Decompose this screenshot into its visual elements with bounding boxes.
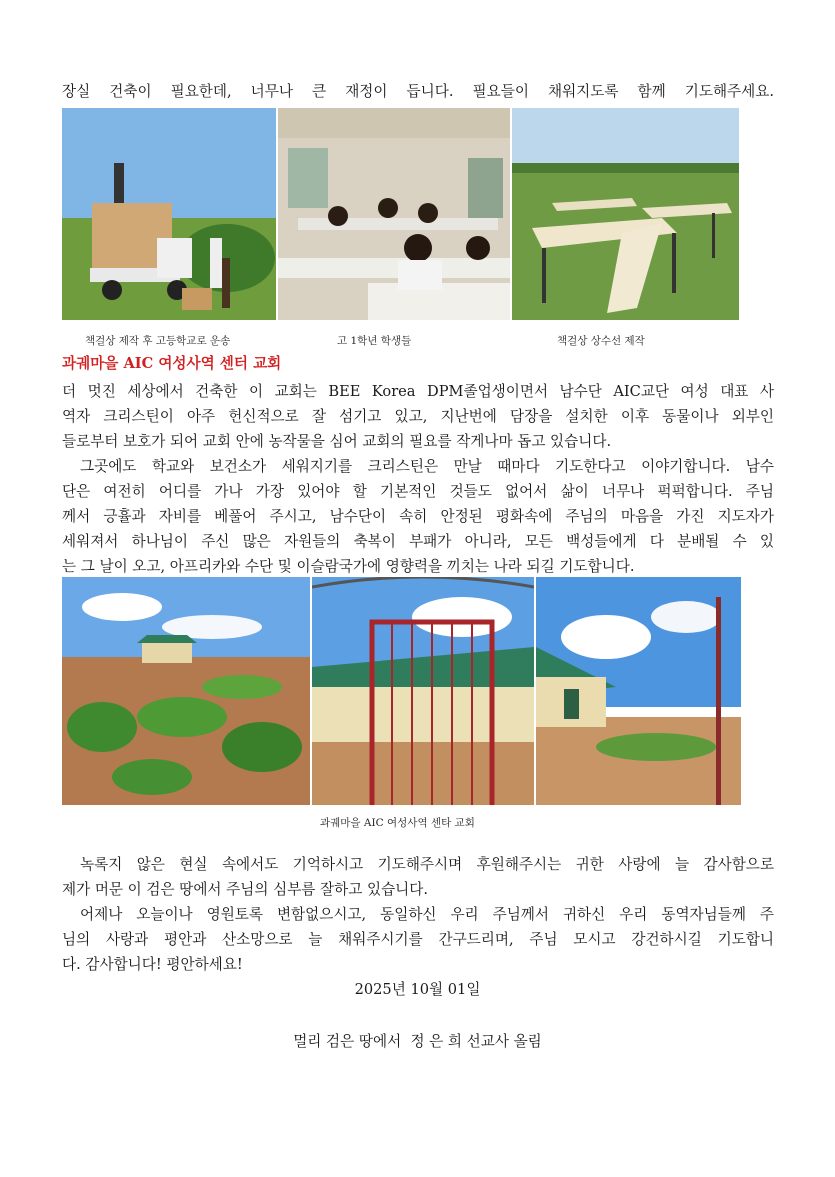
photo-truck-transport <box>62 108 276 320</box>
photo-church-garden <box>62 577 310 805</box>
photo-classroom-students <box>278 108 510 320</box>
photo-caption: 책걸상 제작 후 고등학교로 운송 <box>85 335 231 347</box>
paragraph-line: 님의 사랑과 평안과 산소망으로 늘 채워주시기를 간구드리며, 주님 모시고 강건하시길 기도합니 <box>62 931 774 948</box>
paragraph-line: 더 멋진 세상에서 건축한 이 교회는 BEE Korea DPM졸업생이면서 남수단 AIC교단 여성 대표 사 <box>62 383 774 400</box>
intro-line: 장실 건축이 필요한데, 너무나 큰 재정이 듭니다. 필요들이 채워지도록 함께 기도해주세요. <box>62 83 774 100</box>
photo-caption: 과궤마을 AIC 여성사역 센타 교회 <box>320 817 475 829</box>
photo-caption: 책걸상 상수선 제작 <box>557 335 645 347</box>
section-title: 과궤마을 AIC 여성사역 센터 교회 <box>62 355 282 372</box>
photo-desks-outdoor <box>512 108 739 320</box>
paragraph-line: 제가 머문 이 검은 땅에서 주님의 심부름 잘하고 있습니다. <box>62 881 428 898</box>
paragraph-line: 세워져서 하나님이 주신 많은 자원들의 축복이 부패가 아니라, 모든 백성들에게 다 분배될 수 있 <box>62 533 774 550</box>
photo-caption: 고 1학년 학생들 <box>337 335 412 347</box>
photo-church-building <box>536 577 741 805</box>
paragraph-line: 역자 크리스틴이 아주 헌신적으로 잘 섬기고 있고, 지난번에 담장을 설치한 이후 동물이나 외부인 <box>62 408 774 425</box>
paragraph-line: 단은 여전히 어디를 가나 가장 있어야 할 기본적인 것들도 없어서 삶이 너무나 퍽퍽합니다. 주님 <box>62 483 774 500</box>
paragraph-line: 께서 긍휼과 자비를 베풀어 주시고, 남수단이 속히 안정된 평화속에 주님의 마음을 가진 지도자가 <box>62 508 774 525</box>
letter-signature: 멀리 검은 땅에서 정 은 희 선교사 올림 <box>293 1033 542 1050</box>
paragraph-line: 녹록지 않은 현실 속에서도 기억하시고 기도해주시며 후원해주시는 귀한 사랑에 늘 감사함으로 <box>80 856 774 873</box>
paragraph-line: 는 그 날이 오고, 아프리카와 수단 및 이슬람국가에 영향력을 끼치는 나라 되길 기도합니다. <box>62 558 635 575</box>
photo-church-gate <box>312 577 534 805</box>
letter-date: 2025년 10월 01일 <box>354 981 481 998</box>
paragraph-line: 그곳에도 학교와 보건소가 세워지기를 크리스틴은 만날 때마다 기도한다고 이야기합니다. 남수 <box>80 458 774 475</box>
paragraph-line: 어제나 오늘이나 영원토록 변함없으시고, 동일하신 우리 주님께서 귀하신 우리 동역자님들께 주 <box>80 906 774 923</box>
paragraph-line: 들로부터 보호가 되어 교회 안에 농작물을 심어 교회의 필요를 작게나마 돕고 있습니다. <box>62 433 612 450</box>
paragraph-line: 다. 감사합니다! 평안하세요! <box>62 956 243 973</box>
